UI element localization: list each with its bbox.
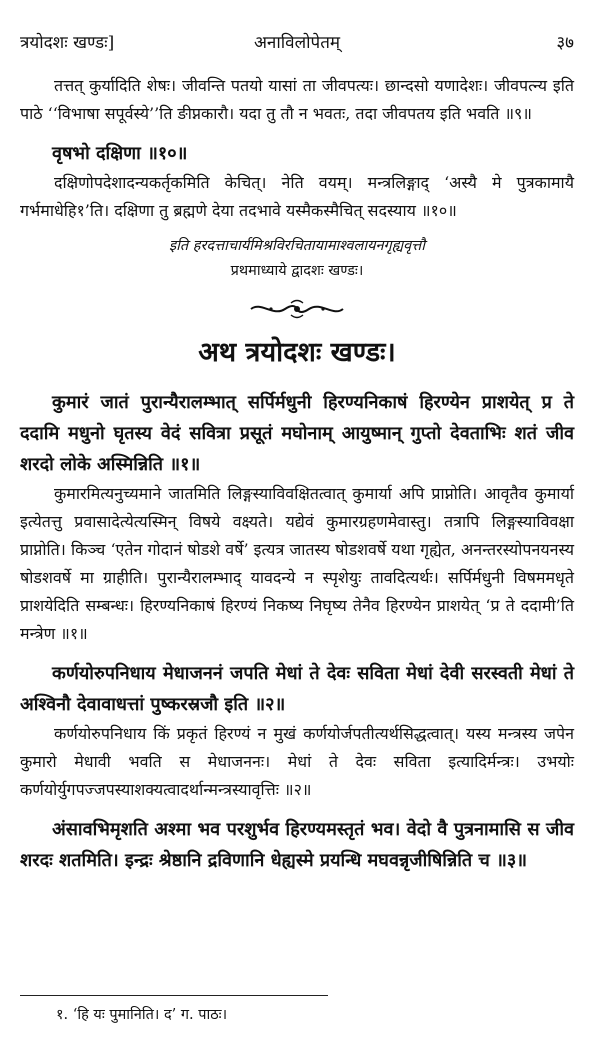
sutra-2: कर्णयोरुपनिधाय मेधाजननं जपति मेधां ते देवः सविता मेधां देवी सरस्वती मेधां ते अश्विनौ देवावाधत्तां पुष्करस्रजौ इति ॥२॥ <box>20 663 574 715</box>
section-divider-ornament <box>20 299 574 321</box>
footnote: १. ‘हि यः पुमानिति। द’ ग. पाठः। <box>56 1007 228 1023</box>
commentary-paragraph-10: दक्षिणोपदेशादन्यकर्तृकमिति केचित्। नेति वयम्। मन्त्रलिङ्गाद् ‘अस्यै मे पुत्रकामायै गर्भमाधेहि१’ति। दक्षिणा तु ब्रह्मणे देया तदभावे यस्मैकस्मैचित् सदस्याय ॥१०॥ <box>20 173 574 220</box>
commentary-paragraph-9: तत्तत् कुर्यादिति शेषः। जीवन्ति पतयो यासां ता जीवपत्यः। छान्दसो यणादेशः। जीवपत्न्य इति पाठे ‘‘विभाषा सपूर्वस्ये’’ति ङीप्नकारौ। यदा तु तौ न भवतः, तदा जीवपतय इति भवति ॥९॥ <box>20 76 574 123</box>
ornament-icon <box>247 299 347 319</box>
chapter-title: अथ त्रयोदशः खण्डः। <box>198 337 396 368</box>
footnote-divider <box>20 995 328 996</box>
running-head <box>20 30 574 56</box>
sutra-1: कुमारं जातं पुरान्यैरालम्भात् सर्पिर्मधुनी हिरण्यनिकाषं हिरण्येन प्राशयेत् प्र ते ददामि मधुनो घृतस्य वेदं सवित्रा प्रसूतं मघोनाम् आयुष्मान् गुप्तो देवताभिः शतं जीव शरदो लोके अस्मिन्निति ॥१॥ <box>20 392 574 475</box>
page-number: ३७ <box>556 33 574 53</box>
sutra-3: अंसावभिमृशति अश्मा भव परशुर्भव हिरण्यमस्तृतं भव। वेदो वै पुत्रनामासि स जीव शरदः शतमिति। इन्द्रः श्रेष्ठानि द्रविणानि धेह्यस्मे प्रयन्धि मघवन्नृजीषिन्निति च ॥३॥ <box>20 819 574 871</box>
commentary-paragraph-2: कर्णयोरुपनिधाय किं प्रकृतं हिरण्यं न मुखं कर्णयोर्जपतीत्यर्थसिद्धत्वात्। यस्य मन्त्रस्य जपेन कुमारो मेधावी भवति स मेधाजननः। मेधां ते देवः सविता इत्यादिर्मन्त्रः। उभयोः कर्णयोर्युगपज्जपस्याशक्यत्वादर्थान्मन्त्रस्यावृत्तिः ॥२॥ <box>20 724 574 799</box>
sutra-10: वृषभो दक्षिणा ॥१०॥ <box>52 143 188 164</box>
colophon-line-2: प्रथमाध्याये द्वादशः खण्डः। <box>230 263 364 279</box>
colophon-line-1: इति हरदत्ताचार्यमिश्रविरचितायामाश्वलायनगृह्यवृत्तौ <box>169 238 425 254</box>
commentary-paragraph-1: कुमारमित्यनुच्यमाने जातमिति लिङ्गस्याविवक्षितत्वात् कुमार्या अपि प्राप्नोति। आवृतैव कुमार्या इत्येतत्तु प्रवासादेत्येत्यस्मिन् विषये वक्ष्यते। यद्येवं कुमारग्रहणमेवास्तु। तत्रापि लिङ्गस्याविवक्षा प्राप्नोति। किञ्च ‘एतेन गोदानं षोडशे वर्षे’ इत्यत्र जातस्य षोडशवर्षे यथा गृह्येत, अनन्तरस्योपनयनस्य षोडशवर्षे मा ग्राहीति। पुरान्यैरालम्भाद् यावदन्ये न स्पृशेयुः तावदित्यर्थः। सर्पिर्मधुनी विषममधृते प्राशयेदिति सम्बन्धः। हिरण्यनिकाषं हिरण्यं निकष्य निघृष्य तेनैव हिरण्येन प्राशयेत् ‘प्र ते ददामी’ति मन्त्रेण ॥१॥ <box>20 484 574 643</box>
page-body <box>20 72 574 876</box>
section-label: त्रयोदशः खण्डः] <box>20 33 115 53</box>
book-title: अनाविलोपेतम् <box>253 33 341 53</box>
